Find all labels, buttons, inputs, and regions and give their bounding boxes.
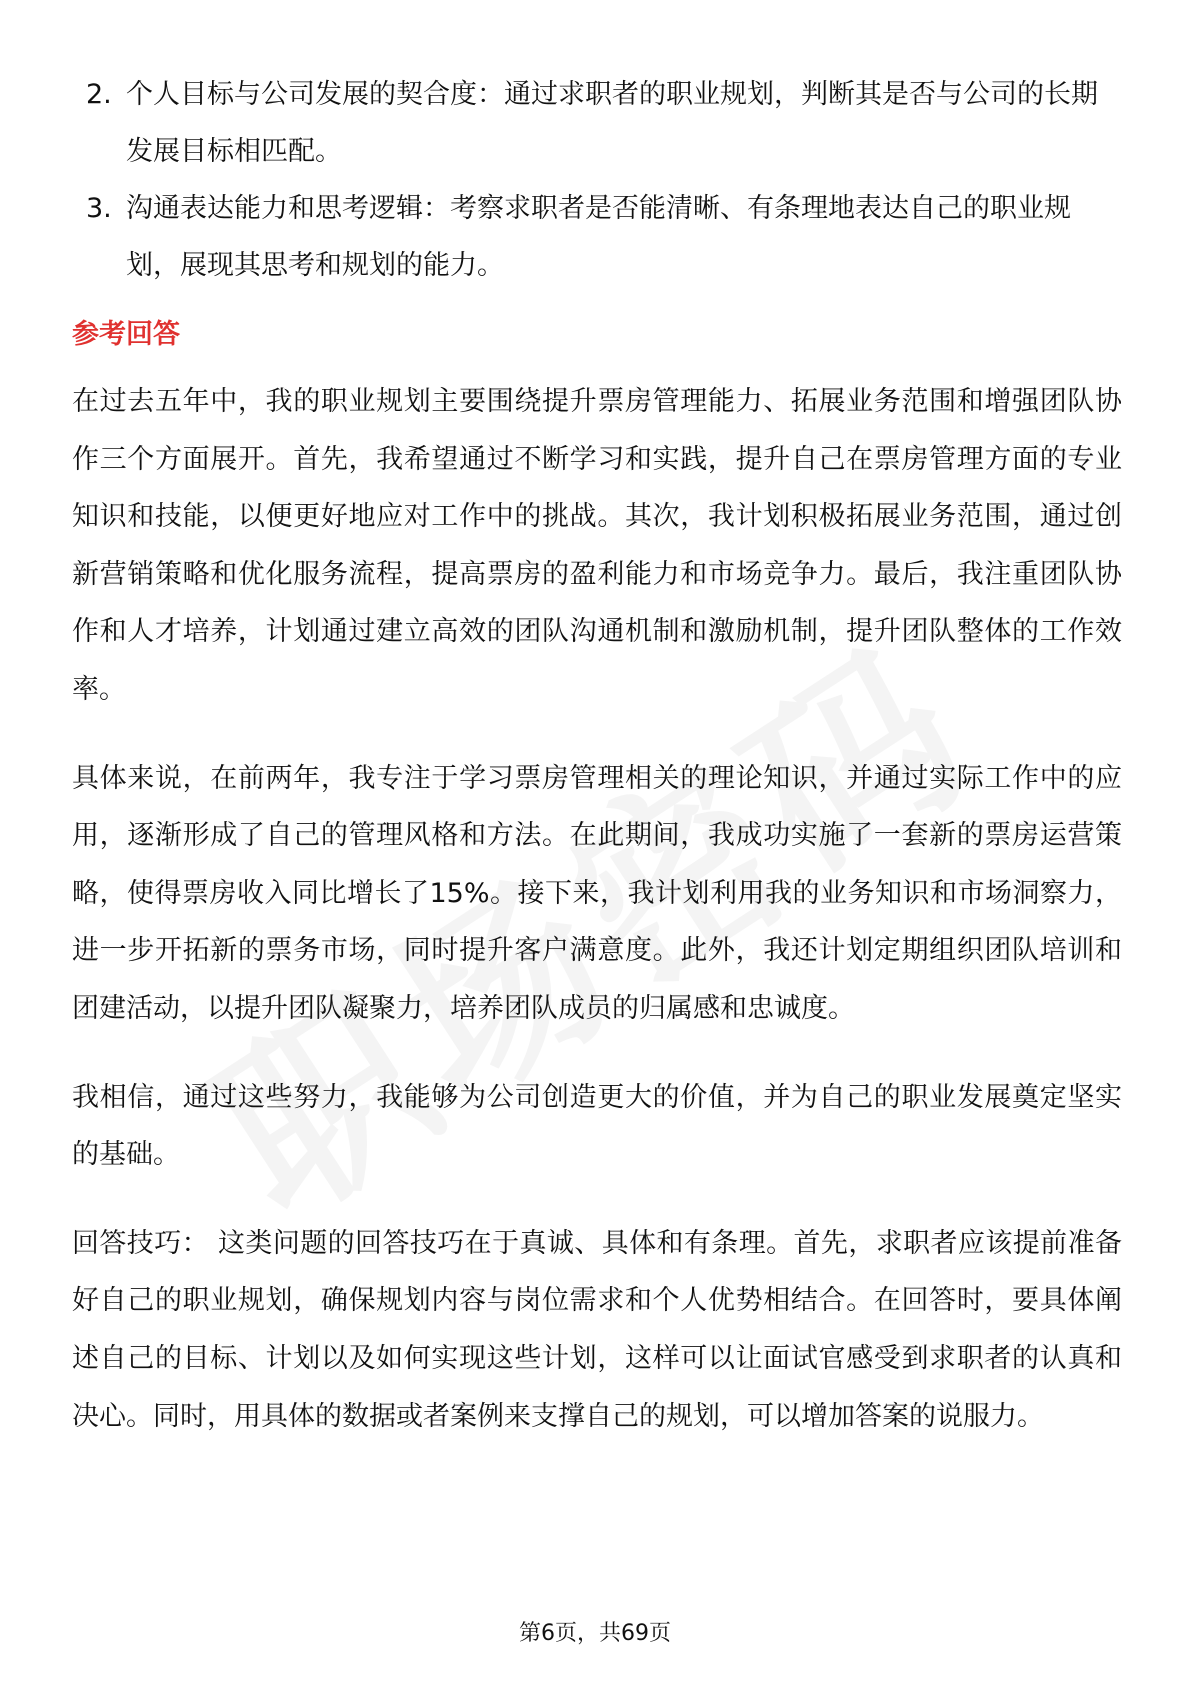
list-item-number: 3. (86, 193, 112, 224)
section-title-reference-answer: 参考回答 (72, 319, 180, 350)
answer-paragraph-conclusion: 我相信，通过这些努力，我能够为公司创造更大的价值，并为自己的职业发展奠定坚实的基础。 (72, 1081, 1122, 1171)
answer-tips-paragraph: 回答技巧： 这类问题的回答技巧在于真诚、具体和有条理。首先，求职者应该提前准备好自己的职业规划，确保规划内容与岗位需求和个人优势相结合。在回答时，要具体阐述自己的目标、计划以及如何实现这些计划，这样可以让面试官感受到求职者的认真和决心。同时，用具体的数据或者案例来支撑自己的规划，可以增加答案的说服力。 (72, 1227, 1122, 1432)
list-item (72, 66, 1122, 180)
page-number-footer: 第6页，共69页 (519, 1621, 671, 1646)
list-item-text: 个人目标与公司发展的契合度：通过求职者的职业规划，判断其是否与公司的长期发展目标相匹配。 (126, 79, 1098, 167)
list-item-number: 2. (86, 79, 112, 110)
page-content (72, 66, 1122, 1476)
evaluation-criteria-list (72, 66, 1122, 294)
list-item (72, 180, 1122, 294)
answer-paragraph-details: 具体来说，在前两年，我专注于学习票房管理相关的理论知识，并通过实际工作中的应用，逐渐形成了自己的管理风格和方法。在此期间，我成功实施了一套新的票房运营策略，使得票房收入同比增长了15%。接下来，我计划利用我的业务知识和市场洞察力，进一步开拓新的票务市场，同时提升客户满意度。此外，我还计划定期组织团队培训和团建活动，以提升团队凝聚力，培养团队成员的归属感和忠诚度。 (72, 762, 1122, 1024)
list-item-text: 沟通表达能力和思考逻辑：考察求职者是否能清晰、有条理地表达自己的职业规划，展现其思考和规划的能力。 (126, 193, 1071, 281)
answer-paragraph-overview: 在过去五年中，我的职业规划主要围绕提升票房管理能力、拓展业务范围和增强团队协作三个方面展开。首先，我希望通过不断学习和实践，提升自己在票房管理方面的专业知识和技能，以便更好地应对工作中的挑战。其次，我计划积极拓展业务范围，通过创新营销策略和优化服务流程，提高票房的盈利能力和市场竞争力。最后，我注重团队协作和人才培养，计划通过建立高效的团队沟通机制和激励机制，提升团队整体的工作效率。 (72, 386, 1122, 705)
